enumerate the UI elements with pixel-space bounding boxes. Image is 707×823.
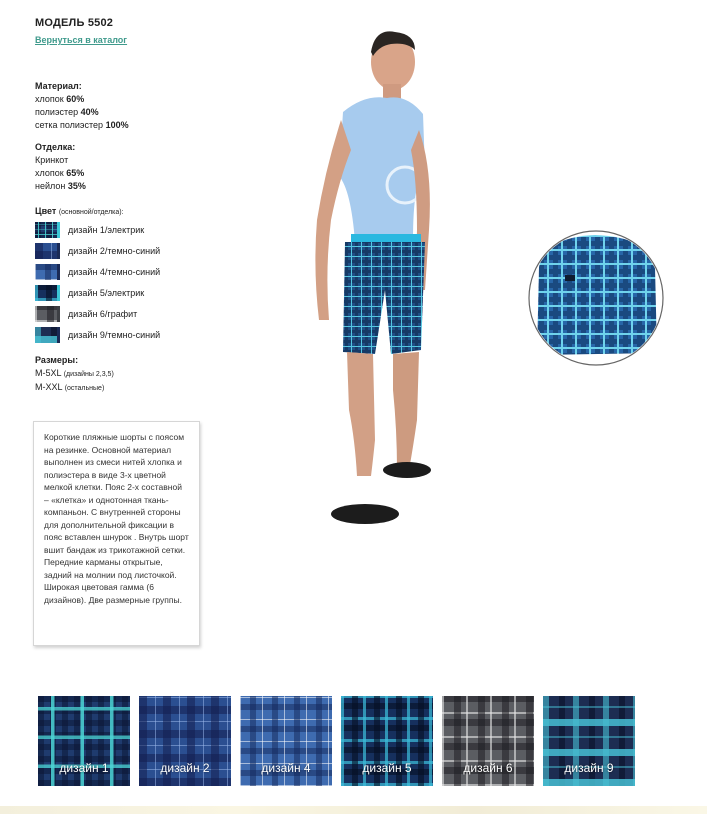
thumbnail-label: дизайн 9 bbox=[564, 761, 614, 775]
colors-heading: Цвет bbox=[35, 206, 57, 216]
color-option[interactable] bbox=[35, 261, 160, 282]
material-line: полиэстер 40% bbox=[35, 107, 99, 117]
design-thumbnail[interactable] bbox=[341, 696, 433, 786]
footer-divider bbox=[0, 806, 707, 814]
color-swatch[interactable] bbox=[35, 222, 60, 238]
color-option[interactable] bbox=[35, 303, 160, 324]
color-option[interactable] bbox=[35, 219, 160, 240]
size-line: M-5XL (дизайны 2,3,5) bbox=[35, 368, 114, 378]
back-to-catalog-link[interactable]: Вернуться в каталог bbox=[35, 35, 128, 45]
color-swatch[interactable] bbox=[35, 306, 60, 322]
design-thumbnail[interactable] bbox=[543, 696, 635, 786]
design-thumbnail[interactable] bbox=[139, 696, 231, 786]
color-option[interactable] bbox=[35, 240, 160, 261]
thumbnail-label: дизайн 1 bbox=[59, 761, 109, 775]
design-thumbnail[interactable] bbox=[442, 696, 534, 786]
color-option[interactable] bbox=[35, 324, 160, 345]
colors-note: (основной/отделка): bbox=[58, 209, 124, 216]
size-line: M-XXL (остальные) bbox=[35, 382, 105, 392]
color-swatch[interactable] bbox=[35, 285, 60, 301]
material-line: хлопок 60% bbox=[35, 94, 85, 104]
color-swatch[interactable] bbox=[35, 264, 60, 280]
color-label: дизайн 4/темно-синий bbox=[68, 266, 161, 277]
design-thumbnail[interactable] bbox=[240, 696, 332, 786]
sizes-section bbox=[35, 354, 114, 395]
design-thumbnail[interactable] bbox=[38, 696, 130, 786]
color-label: дизайн 6/графит bbox=[68, 308, 138, 319]
material-section bbox=[35, 80, 129, 132]
colors-heading-row bbox=[35, 205, 124, 219]
color-swatch[interactable] bbox=[35, 327, 60, 343]
trim-heading: Отделка: bbox=[35, 142, 76, 152]
color-option[interactable] bbox=[35, 282, 160, 303]
thumbnail-label: дизайн 6 bbox=[463, 761, 513, 775]
thumbnail-label: дизайн 2 bbox=[160, 761, 210, 775]
description-text: Короткие пляжные шорты с поясом на резинке. Основной материал выполнен из смеси нитей хлопка и полиэстера в виде 3-х цветной мелкой клетки. Пояс 2-х составной – «клетка» и однотонная ткань-компаньон. С внутренней стороны для дополнительной фиксации в пояс вставлен шнурок . Внутрь шорт вшит бандаж из трикотажной сетки. Передние карманы открытые, задний на молнии под листочкой. Широкая цветовая гамма (6 дизайнов). Две размерные группы. bbox=[44, 432, 189, 605]
color-list bbox=[35, 219, 160, 345]
sizes-heading: Размеры: bbox=[35, 355, 79, 365]
zoom-detail[interactable] bbox=[525, 227, 667, 369]
color-label: дизайн 2/темно-синий bbox=[68, 245, 161, 256]
color-label: дизайн 1/электрик bbox=[68, 224, 145, 235]
page-title: МОДЕЛЬ 5502 bbox=[35, 17, 114, 29]
trim-section bbox=[35, 141, 86, 193]
model-photo bbox=[295, 20, 445, 540]
trim-line: хлопок 65% bbox=[35, 168, 85, 178]
color-swatch[interactable] bbox=[35, 243, 60, 259]
trim-line: Кринкот bbox=[35, 155, 69, 165]
color-label: дизайн 9/темно-синий bbox=[68, 329, 161, 340]
color-label: дизайн 5/электрик bbox=[68, 287, 145, 298]
trim-line: нейлон 35% bbox=[35, 181, 86, 191]
material-heading: Материал: bbox=[35, 81, 82, 91]
description-box bbox=[33, 421, 200, 646]
design-thumbnails bbox=[38, 696, 644, 786]
thumbnail-label: дизайн 4 bbox=[261, 761, 311, 775]
thumbnail-label: дизайн 5 bbox=[362, 761, 412, 775]
material-line: сетка полиэстер 100% bbox=[35, 120, 129, 130]
